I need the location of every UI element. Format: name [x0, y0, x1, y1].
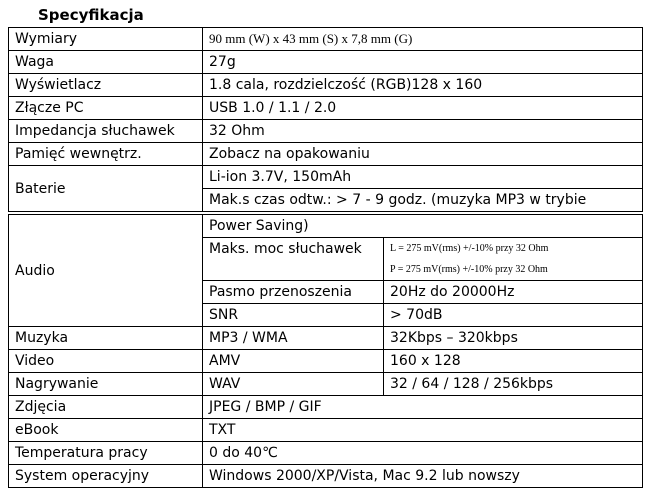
table-row — [9, 143, 643, 166]
spec-table-top — [8, 27, 643, 212]
row-label: Waga — [9, 51, 203, 74]
row-format: MP3 / WMA — [203, 327, 384, 350]
row-value: 27g — [203, 51, 643, 74]
row-label: eBook — [9, 419, 203, 442]
row-value: Windows 2000/XP/Vista, Mac 9.2 lub nowszy — [203, 465, 643, 488]
table-row — [9, 51, 643, 74]
table-row — [9, 74, 643, 97]
table-row — [9, 396, 643, 419]
row-label: Nagrywanie — [9, 373, 203, 396]
row-label: Maks. moc słuchawek — [203, 238, 384, 281]
row-value: 32 Ohm — [203, 120, 643, 143]
table-row — [9, 97, 643, 120]
row-label: Impedancja słuchawek — [9, 120, 203, 143]
row-label: Temperatura pracy — [9, 442, 203, 465]
table-row — [9, 419, 643, 442]
table-row — [9, 166, 643, 189]
row-label: System operacyjny — [9, 465, 203, 488]
row-label: Wymiary — [9, 28, 203, 51]
row-value: 160 x 128 — [384, 350, 643, 373]
table-row — [9, 350, 643, 373]
row-label: Pasmo przenoszenia — [203, 281, 384, 304]
row-label: Baterie — [9, 166, 203, 212]
row-label: Złącze PC — [9, 97, 203, 120]
table-row — [9, 215, 643, 238]
row-value: P = 275 mV(rms) +/-10% przy 32 Ohm — [384, 259, 643, 281]
page-title: Specyfikacja — [38, 6, 144, 24]
row-label: Audio — [9, 215, 203, 327]
row-format: WAV — [203, 373, 384, 396]
table-row — [9, 465, 643, 488]
row-value: TXT — [203, 419, 643, 442]
row-value: > 70dB — [384, 304, 643, 327]
row-value: Power Saving) — [203, 215, 643, 238]
spec-table-bottom — [8, 214, 643, 488]
row-format: AMV — [203, 350, 384, 373]
row-value: USB 1.0 / 1.1 / 2.0 — [203, 97, 643, 120]
row-value: JPEG / BMP / GIF — [203, 396, 643, 419]
row-label: Zdjęcia — [9, 396, 203, 419]
table-row — [9, 28, 643, 51]
table-row — [9, 327, 643, 350]
row-label: Pamięć wewnętrz. — [9, 143, 203, 166]
row-value: Mak.s czas odtw.: > 7 - 9 godz. (muzyka MP3 w trybie — [203, 189, 643, 212]
table-row — [9, 120, 643, 143]
row-value: 32 / 64 / 128 / 256kbps — [384, 373, 643, 396]
row-label: SNR — [203, 304, 384, 327]
row-value: 32Kbps – 320kbps — [384, 327, 643, 350]
row-value: 90 mm (W) x 43 mm (S) x 7,8 mm (G) — [203, 28, 643, 51]
row-label: Muzyka — [9, 327, 203, 350]
row-value: Li-ion 3.7V, 150mAh — [203, 166, 643, 189]
row-label: Wyświetlacz — [9, 74, 203, 97]
row-value: 0 do 40℃ — [203, 442, 643, 465]
row-value: L = 275 mV(rms) +/-10% przy 32 Ohm — [384, 238, 643, 260]
row-label: Video — [9, 350, 203, 373]
row-value: Zobacz na opakowaniu — [203, 143, 643, 166]
row-value: 20Hz do 20000Hz — [384, 281, 643, 304]
row-value: 1.8 cala, rozdzielczość (RGB)128 x 160 — [203, 74, 643, 97]
table-row — [9, 442, 643, 465]
table-row — [9, 373, 643, 396]
